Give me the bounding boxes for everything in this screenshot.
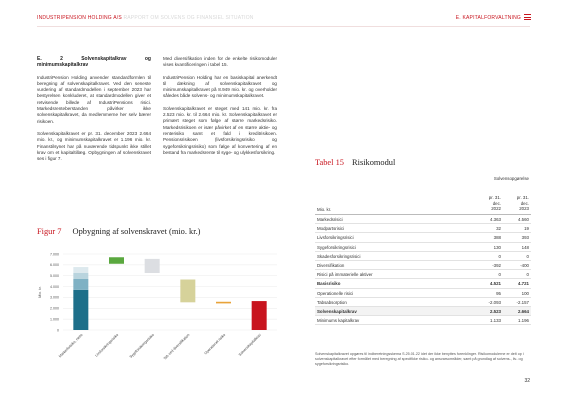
- table-row: [315, 270, 531, 279]
- row-label: Diversifikation: [317, 262, 345, 268]
- value-2022: 1.133: [490, 318, 501, 324]
- table-row: [315, 233, 531, 242]
- value-2022: -2.093: [488, 299, 501, 305]
- table-row: [315, 316, 531, 325]
- middle-paragraph-3: Solvenskapitalkravet er steget med 141 mio. kr. fra 2.523 mio. kr. til 2.664 mio. kr. Solvenskapitalkravet er primært steget som følge af større markedsrisiko. Markedsrisikoen er især påvirket af en større aktie- og renterisiko samt et fald i kreditrisikoen. Pensionsrisikoen (livsforsikringsrisiko og sygeforsikringsrisiko) som følge af konvertering af en bestand fra markedsrente til syge- og ulykkesforsikring.: [163, 105, 277, 155]
- table-superheader: Solvensopgørelse: [493, 176, 529, 181]
- left-column: [37, 56, 151, 168]
- value-2023: 393: [521, 235, 529, 241]
- row-label: Risici på immaterielle aktiver: [317, 272, 373, 278]
- row-label: Livsforsikringsrisici: [317, 235, 354, 241]
- section-title: E. KAPITALFORVALTNING: [455, 15, 521, 21]
- risk-table: [315, 176, 531, 325]
- y-tick-label: 2.000: [50, 306, 59, 311]
- value-2022: 4.521: [490, 281, 501, 287]
- value-2022: 130: [493, 244, 501, 250]
- row-label: Basisrisiko: [317, 281, 341, 287]
- y-tick-label: 7.000: [50, 252, 59, 257]
- y-tick-label: 3.000: [50, 295, 59, 300]
- middle-paragraph-2: IndustriPension Holding har en basiskapital anerkendt til dækning af solvenskapitalkravet og minimumskapitalkravet på 8.949 mio. kr. og overholder således både solvens- og minimumskapitalkravet.: [163, 74, 277, 99]
- table-row: [315, 224, 531, 233]
- y-tick-label: 0: [57, 328, 59, 333]
- value-2023: 148: [521, 244, 529, 250]
- row-label: Skadesforsikringsrisici: [317, 253, 361, 259]
- value-2022: 388: [493, 235, 501, 241]
- table-row: [315, 298, 531, 307]
- table-row: [315, 261, 531, 270]
- bar-segment: [73, 273, 88, 279]
- table-body: [315, 215, 531, 325]
- bar-segment: [73, 267, 88, 273]
- value-2023: -400: [520, 262, 529, 268]
- table-note: Solvenskapitalkravet opgøres til indberetningsskema S.25.01.22 idet der ikke benyttes forenklinger. Risikomodulerne er delt op i solvenskapitalkravet efter formålet med beregning af specifikke risiko- og ansvarsområder, samt på grundlag af solvens-, liv- og sygeforsikringsrisiko.: [315, 352, 524, 367]
- x-tick-label: Tab ved diversifikation: [162, 332, 191, 361]
- value-2023: 0: [526, 272, 529, 278]
- table-row: [315, 289, 531, 298]
- value-2022: 2.523: [490, 308, 501, 314]
- value-2023: 100: [521, 290, 529, 296]
- bar: [180, 280, 195, 303]
- table-caption: Risikomodul: [352, 158, 396, 167]
- row-label: Tabsabsorption: [317, 299, 347, 305]
- table-header: [315, 191, 531, 215]
- value-2022: 0: [498, 253, 501, 259]
- row-label: Solvenskapitalkrav: [317, 308, 357, 314]
- row-label: Sygeforsikringsrisici: [317, 244, 356, 250]
- section-heading: E. 2 Solvenskapitalkrav og minimumskapitalkrav: [37, 56, 151, 69]
- page-number: 32: [524, 378, 530, 384]
- value-2023: 19: [524, 226, 529, 232]
- table-row: [315, 252, 531, 261]
- table-row: [315, 307, 531, 316]
- row-label: Markedsrisici: [317, 217, 343, 222]
- value-2023: 4.721: [518, 281, 529, 287]
- figure-caption: Opbygning af solvenskravet (mio. kr.): [72, 227, 201, 236]
- figure-label: Figur 7: [37, 227, 62, 236]
- row-label: Modpartsrisici: [317, 226, 345, 232]
- x-tick-label: Livsforsikringsrisiko: [94, 332, 120, 358]
- bar: [216, 302, 231, 304]
- header-divider: [37, 26, 530, 27]
- y-tick-label: 4.000: [50, 284, 59, 289]
- menu-icon[interactable]: [524, 14, 531, 20]
- x-tick-label: Sygeforsikringsrisiko: [128, 332, 155, 360]
- figure-title: [37, 227, 200, 236]
- table-row: [315, 279, 531, 288]
- bar-segment: [73, 290, 88, 330]
- x-tick-label: Operationel risiko: [203, 332, 227, 356]
- waterfall-chart: [37, 250, 282, 385]
- value-2022: 0: [498, 272, 501, 278]
- table-row: [315, 215, 531, 224]
- bar-segment: [73, 279, 88, 290]
- left-paragraph-1: IndustriPension Holding anvender standardformlen til beregning af solvenskapitalkravet. Ved den seneste vurdering af standardmodellen i september 2023 har bestyrelsen konkluderet, at standardmodellen giver et retvisende billede af IndustriPensions risici. Markedsrenteberstanden påvirker ikke solvenskapitalkravet, da medlemmerne her selv bærer risikoen.: [37, 74, 151, 124]
- value-2022: 95: [496, 290, 501, 296]
- bar: [109, 257, 124, 264]
- row-label: Operationelle risici: [317, 290, 354, 296]
- column-header-2022: pr. 31. dec. 2022: [488, 195, 501, 212]
- table-label: Tabel 15: [315, 158, 344, 167]
- value-2022: 4.363: [490, 217, 501, 222]
- value-2023: -2.157: [516, 299, 529, 305]
- row-label: Minimums kapitalkrav: [317, 318, 360, 324]
- y-tick-label: 1.000: [50, 317, 59, 322]
- header-company: [37, 15, 254, 21]
- y-tick-label: 5.000: [50, 274, 59, 279]
- value-2023: 0: [526, 253, 529, 259]
- value-2023: 2.664: [518, 308, 529, 314]
- column-header-2023: pr. 31. dec. 2023: [516, 195, 529, 212]
- value-2023: 1.196: [518, 318, 529, 324]
- left-paragraph-2: Solvenskapitalkravet er pr. 31. december 2023 2.664 mio. kr., og minimumskapitalkravet er 1.196 mio. kr. Finanstilsynet har på nuværende tidspunkt ikke stillet krav om et kapitaltillæg. Opbygningen af solvenskravet ses i figur 7.: [37, 130, 151, 162]
- column-header-unit: Mio. kr.: [317, 207, 332, 212]
- value-2022: 32: [496, 226, 501, 232]
- value-2023: 4.560: [518, 217, 529, 222]
- company-name: INDUSTRIPENSION HOLDING A/S: [37, 15, 122, 21]
- y-tick-label: 6.000: [50, 263, 59, 268]
- page-header: [0, 0, 566, 40]
- x-tick-label: Solvenskapitalkrav: [237, 332, 262, 357]
- x-tick-label: Markedsrisiko, netto: [57, 332, 84, 359]
- bar: [145, 259, 160, 273]
- bar: [252, 301, 267, 330]
- table-row: [315, 243, 531, 252]
- middle-paragraph-1: Med diversifikation inden for de enkelte risikomoduler vises kvantificeringen i tabel 15.: [163, 56, 277, 68]
- report-subtitle: RAPPORT OM SOLVENS OG FINANSIEL SITUATION: [123, 15, 254, 21]
- middle-column: [163, 56, 277, 162]
- y-axis-label: Mio. kr.: [38, 286, 42, 298]
- value-2022: -392: [492, 262, 501, 268]
- table-title: [315, 158, 395, 167]
